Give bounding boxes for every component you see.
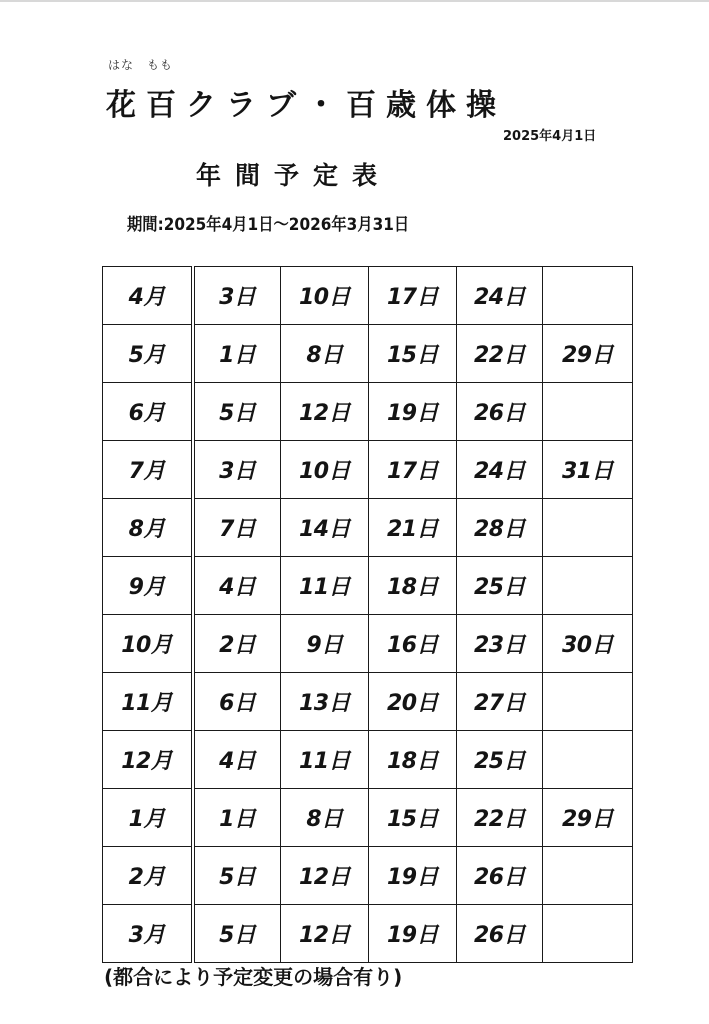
date-cell: 26日 <box>457 383 543 441</box>
date-cell: 8日 <box>281 789 369 847</box>
date-cell: 23日 <box>457 615 543 673</box>
date-cell: 12日 <box>281 905 369 963</box>
month-cell: 12月 <box>103 731 193 789</box>
date-cell: 28日 <box>457 499 543 557</box>
date-cell: 22日 <box>457 789 543 847</box>
date-cell: 17日 <box>369 441 457 499</box>
table-row <box>103 847 633 905</box>
date-cell: 4日 <box>193 557 281 615</box>
date-cell: 19日 <box>369 383 457 441</box>
date-cell <box>543 499 633 557</box>
table-row <box>103 789 633 847</box>
schedule-table <box>102 266 633 963</box>
date-cell: 5日 <box>193 847 281 905</box>
date-cell: 4日 <box>193 731 281 789</box>
table-row <box>103 499 633 557</box>
date-cell: 3日 <box>193 267 281 325</box>
table-row <box>103 383 633 441</box>
date-cell: 2日 <box>193 615 281 673</box>
date-cell: 1日 <box>193 789 281 847</box>
date-cell: 27日 <box>457 673 543 731</box>
month-cell: 4月 <box>103 267 193 325</box>
date-cell: 26日 <box>457 847 543 905</box>
date-cell: 12日 <box>281 847 369 905</box>
date-cell: 24日 <box>457 267 543 325</box>
date-cell: 18日 <box>369 557 457 615</box>
month-cell: 5月 <box>103 325 193 383</box>
month-cell: 9月 <box>103 557 193 615</box>
table-row <box>103 325 633 383</box>
date-cell: 3日 <box>193 441 281 499</box>
table-row <box>103 673 633 731</box>
date-cell: 9日 <box>281 615 369 673</box>
date-cell: 1日 <box>193 325 281 383</box>
date-cell: 8日 <box>281 325 369 383</box>
table-row <box>103 731 633 789</box>
date-cell: 11日 <box>281 557 369 615</box>
date-cell: 30日 <box>543 615 633 673</box>
date-cell: 5日 <box>193 383 281 441</box>
date-cell: 5日 <box>193 905 281 963</box>
date-cell: 16日 <box>369 615 457 673</box>
month-cell: 11月 <box>103 673 193 731</box>
table-row <box>103 905 633 963</box>
date-cell <box>543 267 633 325</box>
date-cell: 25日 <box>457 731 543 789</box>
date-cell: 22日 <box>457 325 543 383</box>
date-cell: 26日 <box>457 905 543 963</box>
month-cell: 2月 <box>103 847 193 905</box>
date-cell: 19日 <box>369 905 457 963</box>
date-cell: 10日 <box>281 441 369 499</box>
date-cell <box>543 905 633 963</box>
date-cell: 31日 <box>543 441 633 499</box>
date-cell: 17日 <box>369 267 457 325</box>
month-cell: 6月 <box>103 383 193 441</box>
month-cell: 8月 <box>103 499 193 557</box>
month-cell: 7月 <box>103 441 193 499</box>
date-cell: 29日 <box>543 789 633 847</box>
date-cell: 20日 <box>369 673 457 731</box>
table-row <box>103 267 633 325</box>
date-cell: 29日 <box>543 325 633 383</box>
top-edge-line <box>0 0 709 2</box>
date-cell: 13日 <box>281 673 369 731</box>
date-cell: 6日 <box>193 673 281 731</box>
date-cell: 11日 <box>281 731 369 789</box>
month-cell: 10月 <box>103 615 193 673</box>
date-cell: 10日 <box>281 267 369 325</box>
date-cell: 25日 <box>457 557 543 615</box>
date-cell: 14日 <box>281 499 369 557</box>
date-cell: 21日 <box>369 499 457 557</box>
date-cell: 19日 <box>369 847 457 905</box>
table-row <box>103 441 633 499</box>
table-row <box>103 615 633 673</box>
date-cell: 15日 <box>369 789 457 847</box>
date-cell <box>543 731 633 789</box>
date-cell <box>543 673 633 731</box>
month-cell: 3月 <box>103 905 193 963</box>
schedule-subtitle: 年間予定表 <box>196 161 392 190</box>
table-row <box>103 557 633 615</box>
date-cell <box>543 383 633 441</box>
page-title: 花百クラブ・百歳体操 <box>106 88 506 123</box>
issue-date: 2025年4月1日 <box>503 129 597 144</box>
date-cell: 12日 <box>281 383 369 441</box>
date-cell: 15日 <box>369 325 457 383</box>
date-cell <box>543 557 633 615</box>
date-cell: 24日 <box>457 441 543 499</box>
change-notice: (都合により予定変更の場合有り) <box>104 965 403 989</box>
date-cell <box>543 847 633 905</box>
schedule-period: 期間:2025年4月1日～2026年3月31日 <box>127 215 410 235</box>
date-cell: 18日 <box>369 731 457 789</box>
title-ruby: はな もも <box>108 58 174 72</box>
date-cell: 7日 <box>193 499 281 557</box>
month-cell: 1月 <box>103 789 193 847</box>
